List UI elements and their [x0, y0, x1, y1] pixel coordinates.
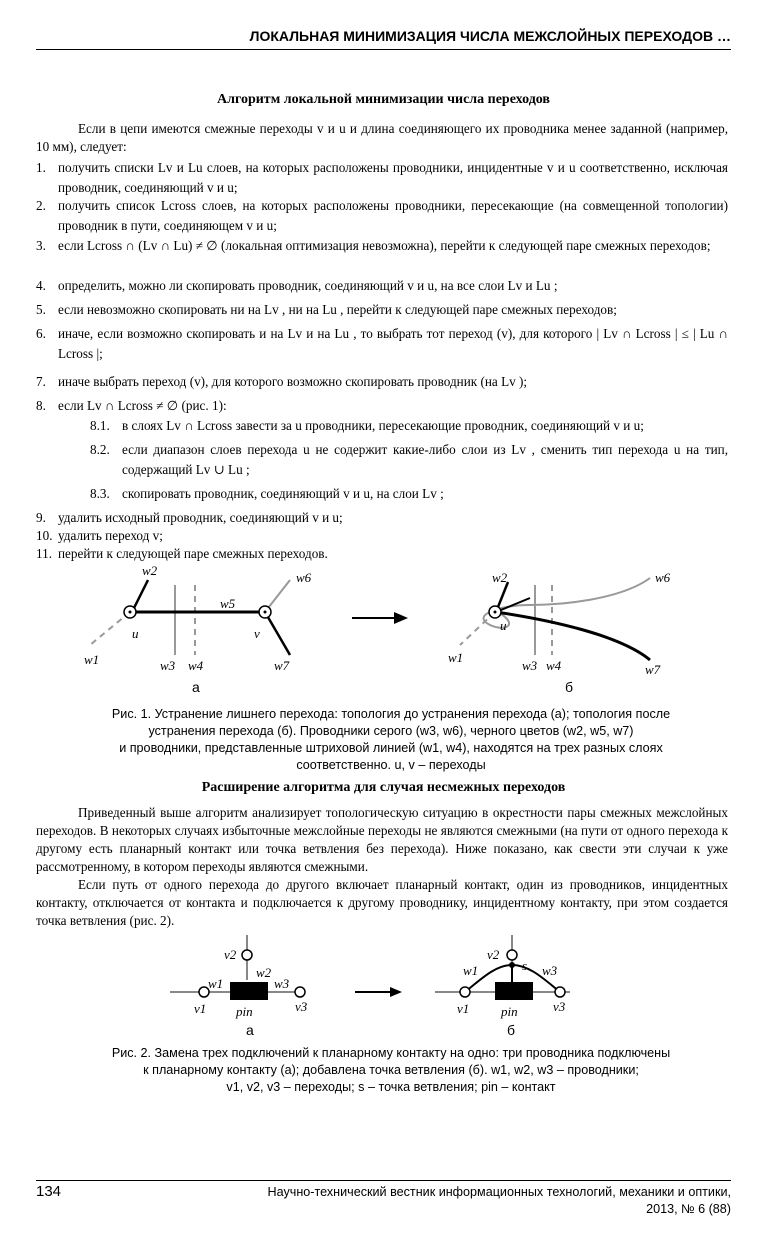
label-w6-a: w6 [296, 570, 312, 585]
caption-line: к планарному контакту (а); добавлена точка ветвления (б). w1, w2, w3 – проводники; [143, 1063, 639, 1077]
step-number: 11. [36, 546, 52, 561]
substep-number: 8.1. [90, 418, 110, 433]
journal-citation [200, 1184, 731, 1218]
step-text: если невозможно скопировать ни на Lv , ни на Lu , перейти к следующей паре смежных переходов; [58, 302, 617, 317]
label-w3-b: w3 [542, 963, 558, 978]
label-pin-b: pin [501, 1004, 518, 1019]
label-w7-a: w7 [274, 658, 290, 673]
figure-2 [150, 935, 610, 1050]
label-v3-a: v3 [295, 999, 308, 1014]
label-v-a: v [254, 626, 260, 641]
label-w2-b: w2 [492, 570, 508, 585]
step-item [36, 236, 728, 276]
label-u-b: u [500, 618, 507, 633]
label-w1-a: w1 [208, 976, 224, 991]
label-b-fig1: б [565, 679, 574, 695]
label-b-fig2: б [507, 1022, 516, 1038]
label-w5-a: w5 [220, 596, 236, 611]
step-number: 2. [36, 198, 46, 213]
step-item [36, 372, 728, 392]
label-pin-a: pin [236, 1004, 253, 1019]
label-a-fig1: а [192, 679, 200, 695]
step-item [36, 300, 728, 320]
transform-arrow-2 [355, 987, 402, 997]
running-header: ЛОКАЛЬНАЯ МИНИМИЗАЦИЯ ЧИСЛА МЕЖСЛОЙНЫХ ПЕРЕХОДОВ … [249, 28, 731, 44]
step-text: иначе, если возможно скопировать и на Lv и на Lu , то выбрать тот переход (v), для которого | Lv ∩ Lcross | ≤ | Lu ∩ Lcross |; [58, 326, 728, 361]
paragraph-2: Если путь от одного перехода до другого включает планарный контакт, один из проводников, инцидентных контакту, отключается от контакта и подключается к другому проводнику, инцидентному контакту, при этом создается точка ветвления (рис. 2). [36, 877, 728, 928]
paragraph-1: Приведенный выше алгоритм анализирует топологическую ситуацию в окрестности пары смежных межслойных переходов. В некоторых случаях избыточные межслойные переходы не являются смежными (на пути от одного перехода к другому есть планарный контакт или точка ветвления без перехода). Ниже показано, как свести эти случаи к уже рассмотренному, в котором переходы являются смежными. [36, 805, 728, 874]
figure-1-caption [36, 706, 746, 774]
step-text: иначе выбрать переход (v), для которого возможно скопировать проводник (на Lv ); [58, 374, 528, 389]
label-w2-a: w2 [142, 563, 158, 578]
label-s-b: s [522, 958, 528, 973]
step-number: 3. [36, 238, 46, 253]
label-v3-b: v3 [553, 999, 566, 1014]
section-title-algorithm: Алгоритм локальной минимизации числа переходов [216, 92, 550, 107]
transform-arrow-1 [352, 612, 408, 624]
caption-line: и проводники, представленные штриховой линией (w1, w4), находятся на трех разных слоях [119, 741, 663, 755]
journal-line-2: 2013, № 6 (88) [646, 1202, 731, 1216]
section-title-extension: Расширение алгоритма для случая несмежных переходов [201, 780, 566, 795]
label-w4-b: w4 [546, 658, 562, 673]
step-text: удалить исходный проводник, соединяющий v и u; [58, 510, 343, 525]
step-text: получить список Lcross слоев, на которых расположены проводники, пересекающие (на совмещенной топологии) проводник в пути, соединяющем v и u; [58, 198, 728, 233]
substep-text: если диапазон слоев перехода u не содержит какие-либо слои из Lv , сменить тип перехода u на тип, содержащий Lv ∪ Lu ; [122, 442, 728, 477]
label-v1-b: v1 [457, 1001, 470, 1016]
substep-item [90, 484, 728, 504]
figure-1a [84, 563, 312, 695]
step-number: 1. [36, 160, 46, 175]
figure-1b [448, 570, 671, 695]
intro-paragraph: Если в цепи имеются смежные переходы v и u и длина соединяющего их проводника менее заданной (например, 10 мм), следует: [36, 121, 728, 154]
label-w7-b: w7 [645, 662, 661, 677]
label-w3-a: w3 [160, 658, 176, 673]
figure-2a [170, 935, 308, 1038]
substep-text: в слоях Lv ∩ Lcross завести за u проводники, пересекающие проводник, соединяющий v и u; [122, 418, 644, 433]
label-w4-a: w4 [188, 658, 204, 673]
step-item [36, 276, 728, 296]
step-number: 9. [36, 510, 46, 525]
label-w3-a: w3 [274, 976, 290, 991]
step-item [36, 526, 728, 544]
substep-text: скопировать проводник, соединяющий v и u, на слои Lv ; [122, 486, 444, 501]
figure-2-caption [36, 1045, 746, 1096]
label-w1-b: w1 [463, 963, 479, 978]
substep-item [90, 416, 728, 436]
step-number: 5. [36, 302, 46, 317]
step-text: если Lcross ∩ (Lv ∩ Lu) ≠ ∅ (локальная оптимизация невозможна), перейти к следующей паре смежных переходов; [58, 238, 711, 253]
step-text: если Lv ∩ Lcross ≠ ∅ (рис. 1): [58, 398, 227, 413]
step-text: удалить переход v; [58, 528, 163, 543]
step-item [36, 324, 728, 364]
label-v2-a: v2 [224, 947, 237, 962]
header-rule [36, 49, 731, 50]
label-u-a: u [132, 626, 139, 641]
step-number: 7. [36, 374, 46, 389]
label-v1-a: v1 [194, 1001, 207, 1016]
caption-line: устранения перехода (б). Проводники серого (w3, w6), черного цветов (w2, w5, w7) [148, 724, 634, 738]
step-item [36, 396, 728, 416]
label-v2-b: v2 [487, 947, 500, 962]
substep-item [90, 440, 728, 480]
caption-line: соответственно. u, v – переходы [296, 758, 486, 772]
journal-line-1: Научно-технический вестник информационных технологий, механики и оптики, [267, 1185, 731, 1199]
step-item [36, 158, 728, 198]
caption-line: v1, v2, v3 – переходы; s – точка ветвления; pin – контакт [226, 1080, 556, 1094]
label-w1-b: w1 [448, 650, 464, 665]
figure-1 [60, 560, 720, 700]
step-number: 8. [36, 398, 46, 413]
step-number: 4. [36, 278, 46, 293]
label-w6-b: w6 [655, 570, 671, 585]
page-number: 134 [36, 1183, 62, 1200]
caption-line: Рис. 2. Замена трех подключений к планарному контакту на одно: три проводника подключены [111, 1046, 671, 1060]
figure-2b [435, 935, 570, 1038]
label-a-fig2: а [246, 1022, 254, 1038]
substep-number: 8.2. [90, 442, 110, 457]
label-w1-a: w1 [84, 652, 100, 667]
step-text: определить, можно ли скопировать проводник, соединяющий v и u, на все слои Lv и Lu ; [58, 278, 558, 293]
step-number: 6. [36, 326, 46, 341]
label-w2-a: w2 [256, 965, 272, 980]
step-text: перейти к следующей паре смежных переходов. [58, 546, 328, 561]
step-text: получить списки Lv и Lu слоев, на которых расположены проводники, инцидентные v и u соответственно, исключая проводник, соединяющий v и u; [58, 160, 728, 195]
step-number: 10. [36, 528, 53, 543]
caption-line: Рис. 1. Устранение лишнего перехода: топология до устранения перехода (а); топология после [111, 707, 671, 721]
substep-number: 8.3. [90, 486, 110, 501]
step-item [36, 196, 728, 236]
footer-rule [36, 1180, 731, 1181]
label-w3-b: w3 [522, 658, 538, 673]
step-item [36, 508, 728, 526]
